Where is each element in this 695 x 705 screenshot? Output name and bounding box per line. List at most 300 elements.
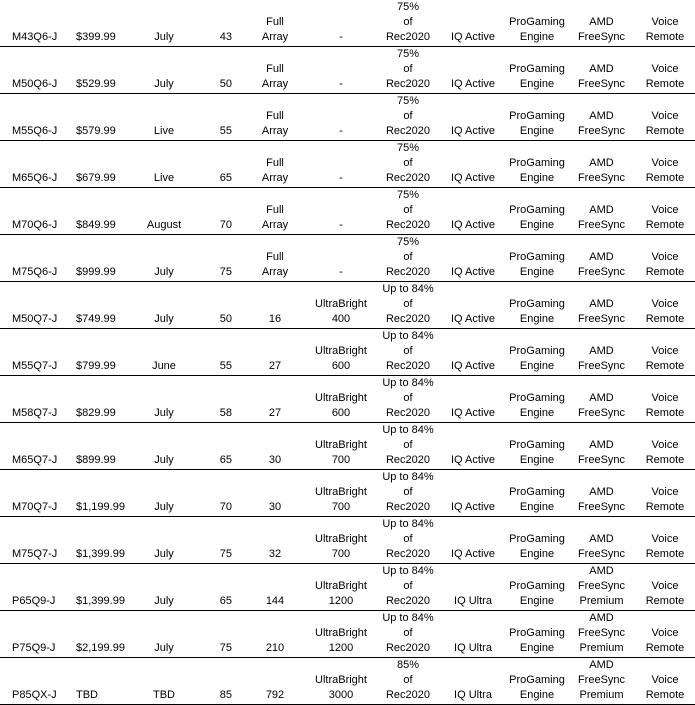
brightness-cell (306, 517, 376, 564)
gaming-line: ProGaming (509, 439, 565, 451)
gaming-line: Engine (519, 454, 555, 466)
vrr-cell (568, 329, 635, 376)
processor-cell: IQ Active (440, 188, 506, 235)
color-line: 75% (396, 236, 420, 248)
size-cell: 75 (194, 517, 244, 564)
remote-line: Remote (645, 31, 685, 43)
color-line: of (403, 674, 413, 686)
vrr-line: AMD (589, 533, 614, 545)
vrr-line: FreeSync (577, 674, 626, 686)
model-cell: P65Q9-J (0, 564, 72, 611)
price-cell: $579.99 (72, 94, 134, 141)
brightness-line: UltraBright (315, 580, 367, 592)
brightness-line: - (339, 219, 343, 231)
vrr-line: FreeSync (577, 313, 626, 325)
color-cell (376, 235, 440, 282)
vrr-line: FreeSync (577, 454, 626, 466)
remote-line: Remote (645, 78, 685, 90)
gaming-cell (506, 188, 568, 235)
remote-line: Remote (645, 454, 685, 466)
gaming-cell (506, 235, 568, 282)
vrr-line: FreeSync (577, 172, 626, 184)
availability-cell: Live (134, 141, 194, 188)
vrr-cell (568, 0, 635, 47)
color-line: Rec2020 (385, 78, 431, 90)
brightness-cell (306, 564, 376, 611)
brightness-cell (306, 282, 376, 329)
brightness-cell (306, 235, 376, 282)
backlight-line: 30 (268, 454, 282, 466)
model-cell: M75Q6-J (0, 235, 72, 282)
backlight-line: 30 (268, 501, 282, 513)
gaming-line: Engine (519, 78, 555, 90)
vrr-cell (568, 564, 635, 611)
processor-cell: IQ Active (440, 47, 506, 94)
color-cell (376, 141, 440, 188)
remote-cell (635, 658, 695, 705)
color-line: 75% (396, 95, 420, 107)
color-line: of (403, 63, 413, 75)
backlight-line: Array (261, 78, 289, 90)
vrr-line: AMD (589, 298, 614, 310)
model-cell: M65Q6-J (0, 141, 72, 188)
gaming-cell (506, 141, 568, 188)
color-cell (376, 282, 440, 329)
brightness-cell (306, 0, 376, 47)
color-line: Up to 84% (382, 612, 434, 624)
processor-cell: IQ Active (440, 517, 506, 564)
vrr-line: FreeSync (577, 548, 626, 560)
brightness-line: - (339, 172, 343, 184)
remote-line: Voice (651, 16, 679, 28)
color-line: 75% (396, 189, 420, 201)
backlight-line: Array (261, 31, 289, 43)
model-cell: P85QX-J (0, 658, 72, 705)
remote-line: Remote (645, 219, 685, 231)
processor-cell: IQ Ultra (440, 611, 506, 658)
gaming-cell (506, 517, 568, 564)
remote-cell (635, 329, 695, 376)
availability-cell: August (134, 188, 194, 235)
vrr-line: AMD (589, 486, 614, 498)
vrr-line: AMD (589, 110, 614, 122)
backlight-line: Array (261, 219, 289, 231)
vrr-line: AMD (589, 392, 614, 404)
gaming-line: ProGaming (509, 627, 565, 639)
price-cell: $849.99 (72, 188, 134, 235)
backlight-cell (244, 658, 306, 705)
remote-line: Voice (651, 627, 679, 639)
table-row (0, 235, 695, 282)
backlight-cell (244, 329, 306, 376)
size-cell: 70 (194, 188, 244, 235)
gaming-cell (506, 94, 568, 141)
color-cell (376, 47, 440, 94)
color-line: Up to 84% (382, 377, 434, 389)
gaming-line: ProGaming (509, 63, 565, 75)
vrr-cell (568, 470, 635, 517)
availability-cell: July (134, 423, 194, 470)
brightness-line: 1200 (328, 595, 354, 607)
color-line: Rec2020 (385, 219, 431, 231)
price-cell: $899.99 (72, 423, 134, 470)
price-cell: $399.99 (72, 0, 134, 47)
brightness-line: 700 (331, 501, 351, 513)
remote-line: Remote (645, 642, 685, 654)
vrr-line: FreeSync (577, 31, 626, 43)
remote-line: Remote (645, 407, 685, 419)
remote-line: Voice (651, 392, 679, 404)
availability-cell: Live (134, 94, 194, 141)
gaming-cell (506, 423, 568, 470)
gaming-line: Engine (519, 360, 555, 372)
price-cell: $529.99 (72, 47, 134, 94)
gaming-line: Engine (519, 31, 555, 43)
brightness-line: UltraBright (315, 533, 367, 545)
color-cell (376, 188, 440, 235)
gaming-line: Engine (519, 313, 555, 325)
size-cell: 58 (194, 376, 244, 423)
table-row (0, 188, 695, 235)
gaming-cell (506, 47, 568, 94)
table-row (0, 141, 695, 188)
brightness-line: - (339, 31, 343, 43)
brightness-line: - (339, 78, 343, 90)
color-line: Rec2020 (385, 548, 431, 560)
availability-cell: July (134, 470, 194, 517)
remote-cell (635, 282, 695, 329)
table-row (0, 564, 695, 611)
color-line: Up to 84% (382, 471, 434, 483)
color-line: of (403, 298, 413, 310)
model-cell: P75Q9-J (0, 611, 72, 658)
remote-line: Voice (651, 63, 679, 75)
vrr-cell (568, 282, 635, 329)
price-cell: $2,199.99 (72, 611, 134, 658)
color-line: Rec2020 (385, 266, 431, 278)
remote-cell (635, 47, 695, 94)
backlight-line: Full (266, 251, 284, 263)
vrr-cell (568, 188, 635, 235)
color-line: Up to 84% (382, 330, 434, 342)
remote-line: Voice (651, 486, 679, 498)
color-line: of (403, 392, 413, 404)
vrr-line: AMD (589, 204, 614, 216)
processor-cell: IQ Active (440, 141, 506, 188)
brightness-cell (306, 94, 376, 141)
vrr-line: AMD (589, 565, 614, 577)
gaming-line: Engine (519, 501, 555, 513)
brightness-line: UltraBright (315, 627, 367, 639)
table-row (0, 423, 695, 470)
backlight-line: Full (266, 204, 284, 216)
size-cell: 75 (194, 235, 244, 282)
color-cell (376, 0, 440, 47)
vrr-cell (568, 658, 635, 705)
color-cell (376, 658, 440, 705)
remote-cell (635, 423, 695, 470)
color-line: of (403, 439, 413, 451)
vrr-line: FreeSync (577, 219, 626, 231)
color-line: of (403, 533, 413, 545)
gaming-cell (506, 0, 568, 47)
vrr-line: AMD (589, 16, 614, 28)
color-line: 75% (396, 48, 420, 60)
model-cell: M50Q6-J (0, 47, 72, 94)
color-cell (376, 564, 440, 611)
vrr-line: FreeSync (577, 125, 626, 137)
backlight-line: Full (266, 157, 284, 169)
size-cell: 55 (194, 329, 244, 376)
vrr-cell (568, 517, 635, 564)
price-cell: $679.99 (72, 141, 134, 188)
price-cell: $999.99 (72, 235, 134, 282)
vrr-line: FreeSync (577, 501, 626, 513)
remote-line: Remote (645, 360, 685, 372)
gaming-cell (506, 282, 568, 329)
vrr-line: AMD (589, 345, 614, 357)
brightness-line: UltraBright (315, 392, 367, 404)
gaming-cell (506, 564, 568, 611)
remote-line: Voice (651, 110, 679, 122)
gaming-line: ProGaming (509, 533, 565, 545)
backlight-line: 210 (265, 642, 285, 654)
backlight-line: 27 (268, 360, 282, 372)
price-cell: $829.99 (72, 376, 134, 423)
table-row (0, 517, 695, 564)
backlight-cell (244, 470, 306, 517)
backlight-cell (244, 517, 306, 564)
gaming-line: ProGaming (509, 345, 565, 357)
availability-cell: July (134, 517, 194, 564)
vrr-cell (568, 235, 635, 282)
availability-cell: July (134, 611, 194, 658)
gaming-cell (506, 376, 568, 423)
color-line: Rec2020 (385, 595, 431, 607)
price-cell: TBD (72, 658, 134, 705)
gaming-line: ProGaming (509, 251, 565, 263)
vrr-line: AMD (589, 439, 614, 451)
color-cell (376, 470, 440, 517)
remote-cell (635, 517, 695, 564)
color-line: Rec2020 (385, 407, 431, 419)
backlight-cell (244, 141, 306, 188)
size-cell: 55 (194, 94, 244, 141)
color-line: of (403, 16, 413, 28)
backlight-cell (244, 564, 306, 611)
gaming-line: Engine (519, 689, 555, 701)
gaming-line: ProGaming (509, 204, 565, 216)
processor-cell: IQ Active (440, 376, 506, 423)
vrr-line: AMD (589, 251, 614, 263)
remote-cell (635, 470, 695, 517)
brightness-line: 600 (331, 360, 351, 372)
brightness-cell (306, 658, 376, 705)
color-cell (376, 376, 440, 423)
brightness-cell (306, 47, 376, 94)
processor-cell: IQ Ultra (440, 564, 506, 611)
color-line: Up to 84% (382, 565, 434, 577)
model-cell: M55Q6-J (0, 94, 72, 141)
gaming-line: ProGaming (509, 580, 565, 592)
color-line: of (403, 345, 413, 357)
vrr-line: Premium (579, 642, 624, 654)
vrr-line: FreeSync (577, 78, 626, 90)
backlight-cell (244, 188, 306, 235)
table-row (0, 376, 695, 423)
gaming-line: ProGaming (509, 16, 565, 28)
gaming-line: Engine (519, 125, 555, 137)
color-line: 75% (396, 1, 420, 13)
vrr-line: FreeSync (577, 266, 626, 278)
size-cell: 50 (194, 282, 244, 329)
size-cell: 85 (194, 658, 244, 705)
price-cell: $749.99 (72, 282, 134, 329)
backlight-line: Array (261, 125, 289, 137)
color-line: Rec2020 (385, 689, 431, 701)
color-line: Up to 84% (382, 283, 434, 295)
availability-cell: June (134, 329, 194, 376)
table-row (0, 470, 695, 517)
backlight-line: Full (266, 63, 284, 75)
brightness-line: UltraBright (315, 345, 367, 357)
gaming-line: ProGaming (509, 110, 565, 122)
availability-cell: July (134, 564, 194, 611)
color-line: Rec2020 (385, 360, 431, 372)
remote-line: Voice (651, 204, 679, 216)
backlight-cell (244, 94, 306, 141)
table-row (0, 282, 695, 329)
color-line: Rec2020 (385, 501, 431, 513)
color-line: Rec2020 (385, 125, 431, 137)
availability-cell: TBD (134, 658, 194, 705)
vrr-cell (568, 94, 635, 141)
size-cell: 50 (194, 47, 244, 94)
gaming-line: ProGaming (509, 674, 565, 686)
size-cell: 65 (194, 141, 244, 188)
backlight-line: 792 (265, 689, 285, 701)
vrr-line: AMD (589, 659, 614, 671)
vrr-line: FreeSync (577, 407, 626, 419)
color-cell (376, 611, 440, 658)
backlight-cell (244, 423, 306, 470)
gaming-line: Engine (519, 266, 555, 278)
gaming-line: Engine (519, 595, 555, 607)
backlight-line: 144 (265, 595, 285, 607)
color-line: of (403, 251, 413, 263)
brightness-cell (306, 329, 376, 376)
backlight-line: Full (266, 16, 284, 28)
remote-line: Voice (651, 345, 679, 357)
brightness-cell (306, 470, 376, 517)
remote-cell (635, 141, 695, 188)
color-cell (376, 517, 440, 564)
gaming-line: Engine (519, 548, 555, 560)
model-cell: M75Q7-J (0, 517, 72, 564)
vrr-line: FreeSync (577, 627, 626, 639)
brightness-line: 700 (331, 548, 351, 560)
remote-line: Voice (651, 439, 679, 451)
vrr-cell (568, 611, 635, 658)
vrr-line: Premium (579, 689, 624, 701)
table-row (0, 94, 695, 141)
remote-line: Remote (645, 689, 685, 701)
processor-cell: IQ Active (440, 282, 506, 329)
model-cell: M58Q7-J (0, 376, 72, 423)
brightness-line: 400 (331, 313, 351, 325)
availability-cell: July (134, 235, 194, 282)
brightness-cell (306, 141, 376, 188)
brightness-cell (306, 423, 376, 470)
color-line: 85% (396, 659, 420, 671)
table-row (0, 611, 695, 658)
backlight-cell (244, 376, 306, 423)
brightness-line: UltraBright (315, 674, 367, 686)
color-line: Rec2020 (385, 31, 431, 43)
model-cell: M65Q7-J (0, 423, 72, 470)
model-cell: M55Q7-J (0, 329, 72, 376)
remote-cell (635, 376, 695, 423)
gaming-line: Engine (519, 642, 555, 654)
processor-cell: IQ Active (440, 0, 506, 47)
remote-line: Remote (645, 313, 685, 325)
backlight-cell (244, 47, 306, 94)
color-line: of (403, 204, 413, 216)
size-cell: 43 (194, 0, 244, 47)
model-cell: M50Q7-J (0, 282, 72, 329)
vrr-line: FreeSync (577, 360, 626, 372)
vrr-line: FreeSync (577, 580, 626, 592)
vrr-cell (568, 376, 635, 423)
color-line: of (403, 110, 413, 122)
processor-cell: IQ Active (440, 235, 506, 282)
model-cell: M70Q6-J (0, 188, 72, 235)
remote-line: Remote (645, 266, 685, 278)
backlight-cell (244, 611, 306, 658)
color-cell (376, 423, 440, 470)
color-cell (376, 94, 440, 141)
gaming-line: ProGaming (509, 157, 565, 169)
processor-cell: IQ Active (440, 470, 506, 517)
gaming-cell (506, 611, 568, 658)
backlight-line: Array (261, 172, 289, 184)
brightness-line: UltraBright (315, 486, 367, 498)
brightness-line: - (339, 125, 343, 137)
backlight-line: 27 (268, 407, 282, 419)
availability-cell: July (134, 376, 194, 423)
remote-line: Remote (645, 125, 685, 137)
brightness-line: UltraBright (315, 439, 367, 451)
brightness-cell (306, 611, 376, 658)
remote-cell (635, 564, 695, 611)
brightness-line: - (339, 266, 343, 278)
processor-cell: IQ Active (440, 94, 506, 141)
remote-line: Remote (645, 172, 685, 184)
remote-line: Voice (651, 533, 679, 545)
remote-line: Voice (651, 674, 679, 686)
vrr-line: AMD (589, 157, 614, 169)
brightness-line: 1200 (328, 642, 354, 654)
color-line: Up to 84% (382, 518, 434, 530)
gaming-line: ProGaming (509, 298, 565, 310)
model-cell: M43Q6-J (0, 0, 72, 47)
table-row (0, 47, 695, 94)
gaming-cell (506, 658, 568, 705)
color-line: of (403, 157, 413, 169)
color-line: Up to 84% (382, 424, 434, 436)
remote-cell (635, 235, 695, 282)
backlight-cell (244, 282, 306, 329)
